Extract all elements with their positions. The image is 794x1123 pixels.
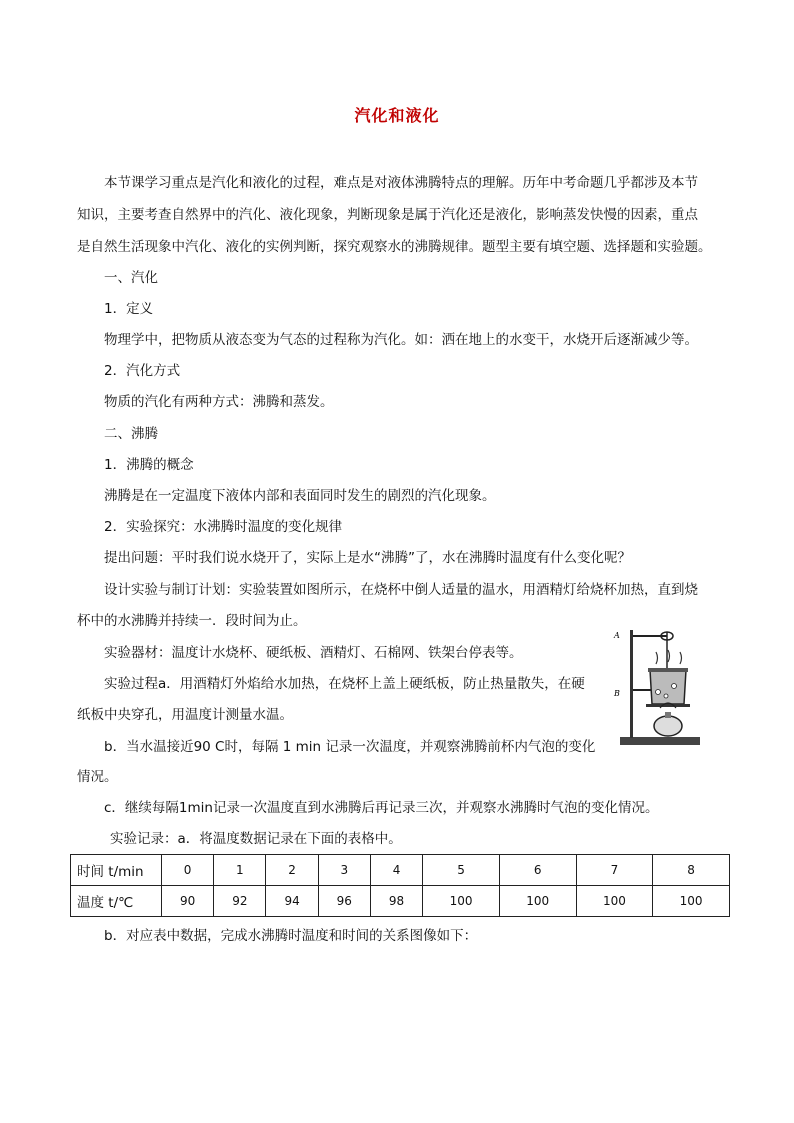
process-a-line-2: 纸板中央穿孔，用温度计测量水温。 <box>77 707 293 723</box>
process-b-line-2: 情况。 <box>77 769 118 785</box>
table-cell: 100 <box>499 886 576 917</box>
table-cell: 96 <box>318 886 370 917</box>
process-b-line-1: b．当水温接近90 C时，每隔 1 min 记录一次温度，并观察沸腾前杯内气泡的变化 <box>104 739 596 755</box>
table-row-temperature <box>71 886 730 917</box>
section-heading-vaporization: 一、汽化 <box>104 270 158 286</box>
intro-line-3: 是自然生活现象中汽化、液化的实例判断，探究观察水的沸腾规律。题型主要有填空题、选择题和实验题。 <box>77 239 712 255</box>
table-cell: 7 <box>576 855 653 886</box>
process-a-line-1: 实验过程a．用酒精灯外焰给水加热，在烧杯上盖上硬纸板，防止热量散失，在硬 <box>104 676 585 692</box>
methods-text: 物质的汽化有两种方式：沸腾和蒸发。 <box>104 394 334 410</box>
figure-label-a: A <box>614 631 620 640</box>
table-cell: 94 <box>266 886 318 917</box>
table-row-time <box>71 855 730 886</box>
intro-line-1: 本节课学习重点是汽化和液化的过程，难点是对液体沸腾特点的理解。历年中考命题几乎都涉及本节 <box>104 175 698 191</box>
design-line-2: 杯中的水沸腾并持续一．段时间为止。 <box>77 613 307 629</box>
record-a-text: 实验记录：a．将温度数据记录在下面的表格中。 <box>110 831 402 847</box>
intro-line-2: 知识，主要考查自然界中的汽化、液化现象，判断现象是属于汽化还是液化，影响蒸发快慢的因素，重点 <box>77 207 698 223</box>
table-cell: 98 <box>370 886 422 917</box>
design-line-1: 设计实验与制订计划：实验装置如图所示，在烧杯中倒人适量的温水，用酒精灯给烧杯加热，直到烧 <box>104 582 698 598</box>
section-heading-boiling: 二、沸腾 <box>104 426 158 442</box>
question-text: 提出问题：平时我们说水烧开了，实际上是水“沸腾”了，水在沸腾时温度有什么变化呢？ <box>104 550 631 566</box>
table-cell: 90 <box>162 886 214 917</box>
row-label-temperature: 温度 t/℃ <box>71 886 162 917</box>
subheading-boiling-concept: 1．沸腾的概念 <box>104 457 194 473</box>
definition-text: 物理学中，把物质从液态变为气态的过程称为汽化。如：洒在地上的水变干，水烧开后逐渐减少等。 <box>104 332 698 348</box>
table-cell: 1 <box>214 855 266 886</box>
table-cell: 6 <box>499 855 576 886</box>
row-label-time: 时间 t/min <box>71 855 162 886</box>
table-cell: 8 <box>653 855 730 886</box>
subheading-experiment: 2．实验探究：水沸腾时温度的变化规律 <box>104 519 343 535</box>
table-cell: 0 <box>162 855 214 886</box>
table-cell: 100 <box>653 886 730 917</box>
table-cell: 100 <box>423 886 500 917</box>
table-cell: 92 <box>214 886 266 917</box>
figure-label-b: B <box>614 689 620 698</box>
subheading-methods: 2．汽化方式 <box>104 363 181 379</box>
temperature-record-table <box>70 854 730 917</box>
table-cell: 2 <box>266 855 318 886</box>
table-cell: 100 <box>576 886 653 917</box>
subheading-definition: 1．定义 <box>104 301 154 317</box>
page-title: 汽化和液化 <box>354 106 440 125</box>
record-b-text: b．对应表中数据，完成水沸腾时温度和时间的关系图像如下： <box>104 928 478 944</box>
materials-text: 实验器材：温度计水烧杯、硬纸板、酒精灯、石棉网、铁架台停表等。 <box>104 645 523 661</box>
boiling-apparatus-figure <box>612 622 702 752</box>
table-cell: 4 <box>370 855 422 886</box>
table-cell: 5 <box>423 855 500 886</box>
boiling-concept-text: 沸腾是在一定温度下液体内部和表面同时发生的剧烈的汽化现象。 <box>104 488 496 504</box>
process-c-text: c．继续每隔1min记录一次温度直到水沸腾后再记录三次，并观察水沸腾时气泡的变化情况。 <box>104 800 659 816</box>
table-cell: 3 <box>318 855 370 886</box>
